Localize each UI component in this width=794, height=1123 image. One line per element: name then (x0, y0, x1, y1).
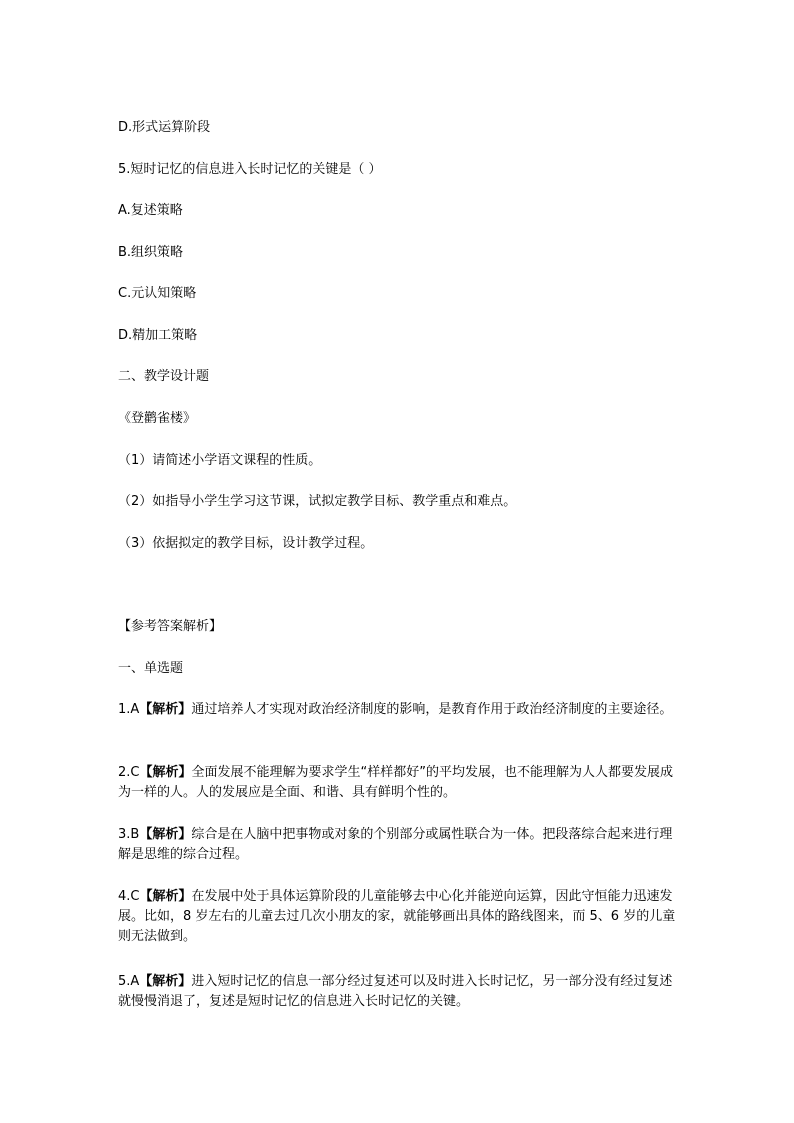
q5-option-c: C.元认知策略 (118, 286, 197, 301)
answers-title: 【参考答案解析】 (118, 619, 223, 634)
answer-text: 全面发展不能理解为要求学生“样样都好”的平均发展，也不能理解为人人都要发展成为一样的人。人的发展应是全面、和谐、具有鲜明个性的。 (118, 765, 673, 800)
answer-item (118, 887, 678, 947)
answer-number: 1.A (118, 702, 140, 717)
q4-option-d: D.形式运算阶段 (118, 120, 211, 135)
q5-option-b: B.组织策略 (118, 245, 184, 260)
task-2: （2）如指导小学生学习这节课，试拟定教学目标、教学重点和难点。 (118, 494, 517, 509)
analysis-tag: 【解析】 (139, 765, 192, 780)
poem-title: 《登鹳雀楼》 (118, 411, 197, 426)
section2-title: 二、教学设计题 (118, 369, 210, 384)
answer-text: 通过培养人才实现对政治经济制度的影响，是教育作用于政治经济制度的主要途径。 (191, 702, 673, 717)
analysis-tag: 【解析】 (139, 889, 192, 904)
answer-number: 5.A (118, 974, 140, 989)
answer-item (118, 825, 678, 865)
q5-option-a: A.复述策略 (118, 203, 183, 218)
answer-item (118, 700, 678, 720)
analysis-tag: 【解析】 (139, 702, 192, 717)
answer-number: 4.C (118, 889, 140, 904)
answers-section1: 一、单选题 (118, 661, 184, 676)
answer-item (118, 763, 678, 803)
q5-stem: 5.短时记忆的信息进入长时记忆的关键是（ ） (118, 162, 382, 177)
answer-text: 在发展中处于具体运算阶段的儿童能够去中心化并能逆向运算，因此守恒能力迅速发展。比如，8 岁左右的儿童去过几次小朋友的家，就能够画出具体的路线图来，而 5、6 岁的儿童则无法做到。 (118, 889, 676, 944)
analysis-tag: 【解析】 (139, 974, 192, 989)
answer-number: 3.B (118, 827, 140, 842)
analysis-tag: 【解析】 (139, 827, 192, 842)
answer-item (118, 972, 678, 1012)
answer-number: 2.C (118, 765, 140, 780)
task-1: （1）请简述小学语文课程的性质。 (118, 453, 322, 468)
task-3: （3）依据拟定的教学目标，设计教学过程。 (118, 536, 374, 551)
q5-option-d: D.精加工策略 (118, 328, 198, 343)
answer-text: 综合是在人脑中把事物或对象的个别部分或属性联合为一体。把段落综合起来进行理解是思维的综合过程。 (118, 827, 673, 862)
answer-text: 进入短时记忆的信息一部分经过复述可以及时进入长时记忆，另一部分没有经过复述就慢慢消退了，复述是短时记忆的信息进入长时记忆的关键。 (118, 974, 673, 1009)
